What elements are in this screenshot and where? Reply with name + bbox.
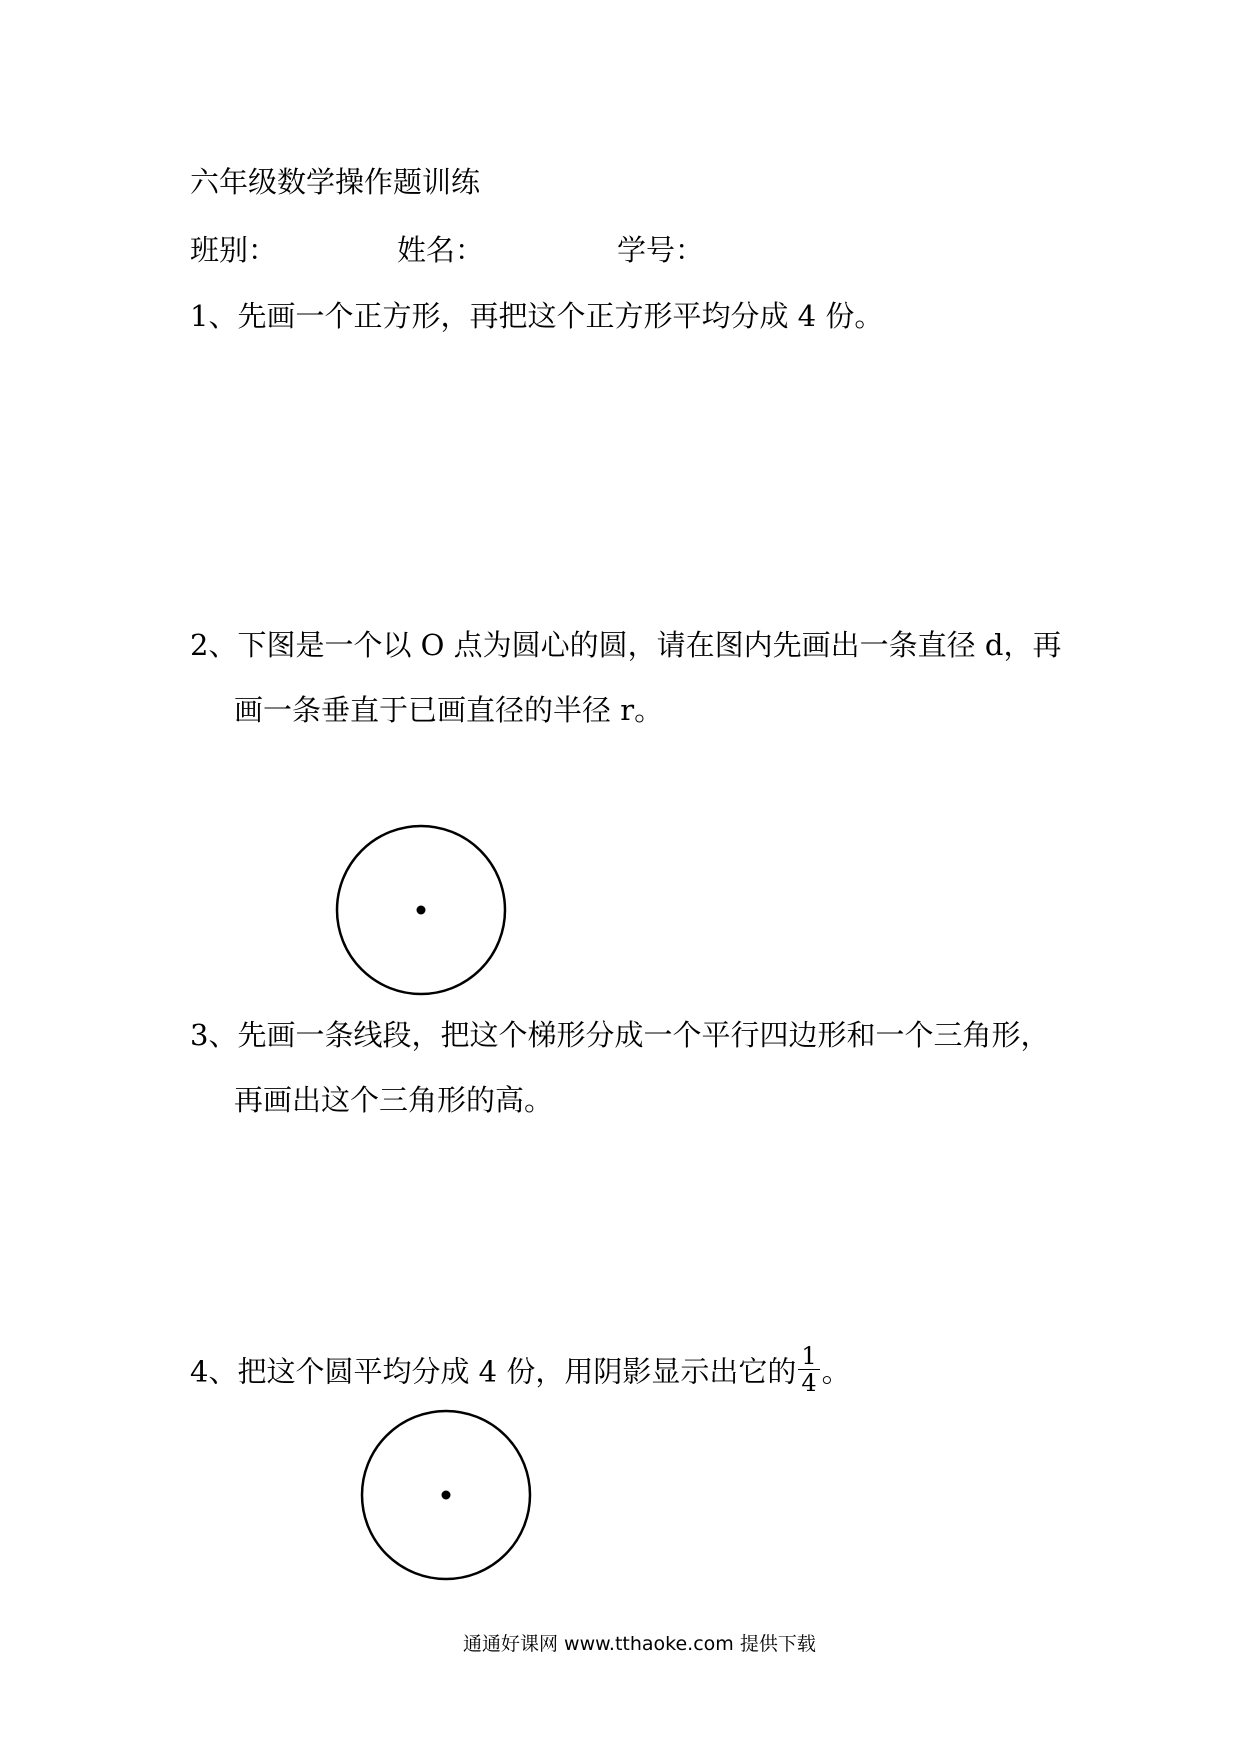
question-4-text-after: 。 (821, 1354, 851, 1389)
fraction-denominator: 4 (801, 1369, 817, 1397)
question-4-text (190, 1342, 851, 1399)
class-field-label: 班别： (190, 233, 278, 267)
page-footer: 通通好课网 www.tthaoke.com 提供下载 (463, 1633, 816, 1655)
circle-center-point (442, 1491, 451, 1500)
fraction-one-quarter (798, 1344, 819, 1395)
question-4-circle-figure (359, 1408, 533, 1582)
student-number-field-label: 学号： (617, 233, 705, 267)
name-field-label: 姓名： (397, 233, 485, 267)
question-4-text-before: 4、把这个圆平均分成 4 份，用阴影显示出它的 (190, 1354, 797, 1389)
question-2-circle-figure (334, 823, 508, 997)
question-2-text-line-1: 2、下图是一个以 O 点为圆心的圆，请在图内先画出一条直径 d，再 (190, 628, 1062, 662)
question-3-text-line-1: 3、先画一条线段，把这个梯形分成一个平行四边形和一个三角形， (190, 1018, 1050, 1052)
question-3-text-line-2: 再画出这个三角形的高。 (234, 1083, 554, 1117)
fraction-numerator: 1 (798, 1344, 819, 1370)
circle-center-point (417, 906, 426, 915)
question-2-text-line-2: 画一条垂直于已画直径的半径 r。 (234, 693, 664, 727)
question-1-text: 1、先画一个正方形，再把这个正方形平均分成 4 份。 (190, 299, 884, 333)
worksheet-title: 六年级数学操作题训练 (190, 165, 481, 199)
